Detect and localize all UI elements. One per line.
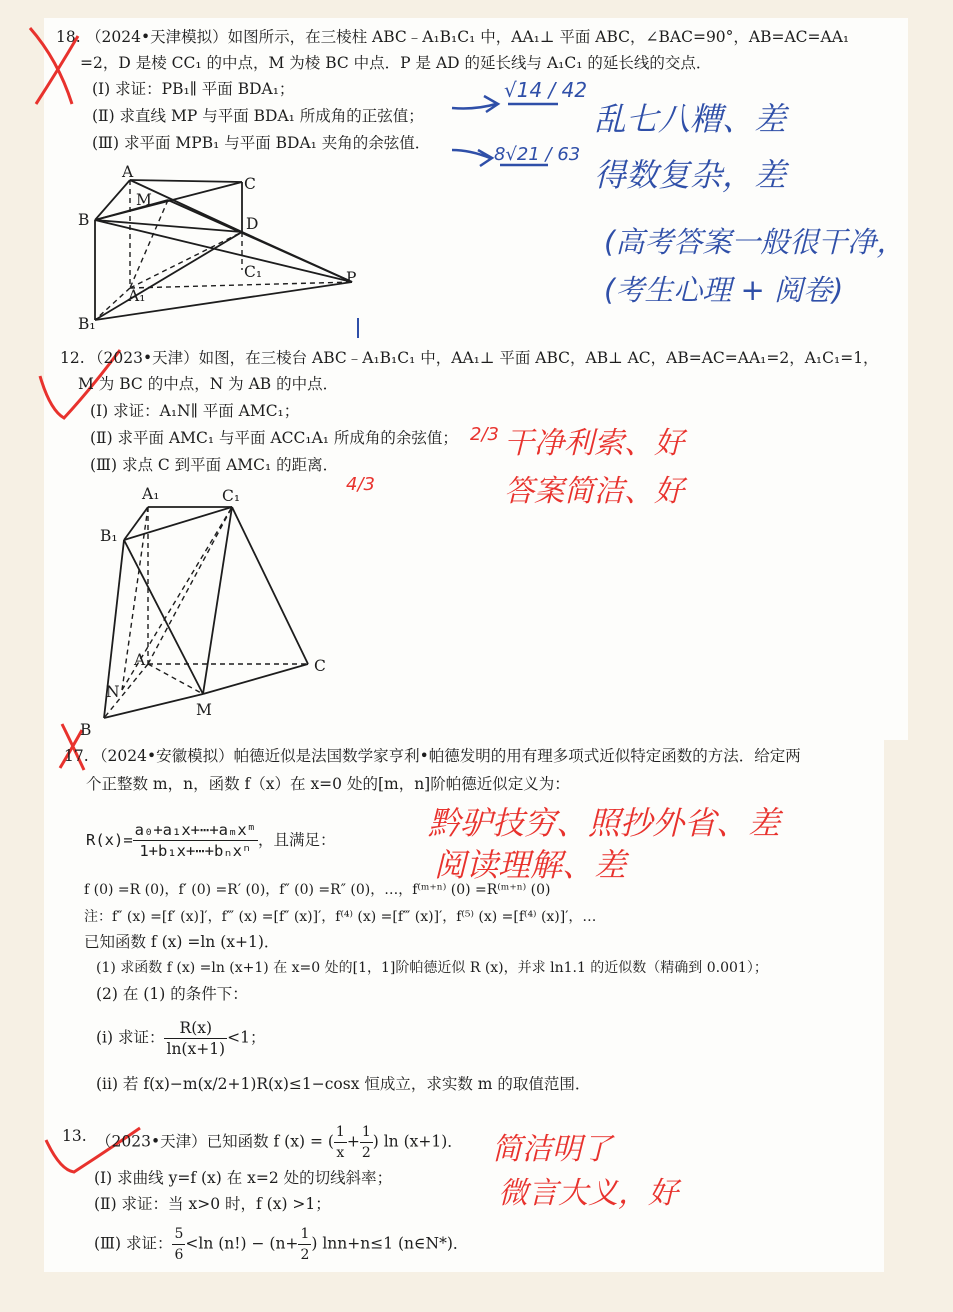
ans2-handwritten: √14 / 42: [504, 78, 588, 102]
p12-q1: (Ⅰ) 求证：A₁N∥ 平面 AMC₁；: [90, 402, 300, 420]
p17-cond1: f (0) =R (0)，f′ (0) =R′ (0)，f″ (0) =R″ (0)，…，f⁽ᵐ⁺ⁿ⁾ (0) =R⁽ᵐ⁺ⁿ⁾ (0): [84, 882, 551, 898]
p17-qi: [96, 1018, 265, 1059]
p13-q3-suffix: ) lnn+n≤1 (n∈N*)．: [311, 1234, 469, 1253]
frustum-hidden-edges: [104, 507, 308, 718]
p13-q1: (Ⅰ) 求曲线 y=f (x) 在 x=2 处的切线斜率；: [94, 1169, 393, 1187]
label-C1-frustum: C₁: [222, 487, 241, 505]
frac-a-denominator: x: [336, 1145, 345, 1161]
p17-note2: 阅读理解、差: [434, 846, 627, 884]
p17-q1: (1) 求函数 f (x) =ln (x+1) 在 x=0 处的[1，1]阶帕德近似 R (x)，并求 ln1.1 的近似数（精确到 0.001）；: [96, 960, 768, 976]
p18-note3: (高考答案一般很干净，: [604, 225, 906, 259]
p13-note1: 简洁明了: [492, 1132, 612, 1167]
p12-line2: M 为 BC 的中点，N 为 AB 的中点．: [78, 375, 339, 393]
p17-q2: (2) 在 (1) 的条件下：: [96, 985, 248, 1003]
p17-number: 17.: [64, 747, 89, 765]
p17-line2: 个正整数 m，n，函数 f（x）在 x=0 处的[m，n]阶帕德近似定义为：: [86, 775, 570, 793]
p12-number: 12.: [60, 349, 85, 367]
p17-cond2: 注：f″ (x) =[f′ (x)]′，f‴ (x) =[f″ (x)]′，f⁽⁴⁾ (x) =[f‴ (x)]′，f⁽⁵⁾ (x) =[f⁽⁴⁾ (x)]′，…: [84, 909, 597, 925]
p18-note1: 乱七八糟、差: [594, 100, 787, 138]
p18-q3: (Ⅲ) 求平面 MPB₁ 与平面 BDA₁ 夹角的余弦值．: [92, 134, 431, 152]
p17-formula: [86, 820, 336, 861]
qi-denominator: ln(x+1): [166, 1040, 226, 1058]
label-A1-frustum: A₁: [142, 485, 160, 503]
p13-note2: 微言大义，好: [498, 1176, 678, 1211]
label-C-frustum: C: [314, 657, 326, 675]
p12-q2: (Ⅱ) 求平面 AMC₁ 与平面 ACC₁A₁ 所成角的余弦值；: [90, 429, 458, 447]
label-A: A: [122, 163, 134, 181]
label-M-frustum: M: [196, 701, 212, 719]
cross-mark-p18: [30, 28, 72, 104]
frac-b-numerator: 1: [360, 1122, 373, 1143]
p12-line1: （2023•天津）如图，在三棱台 ABC﹣A₁B₁C₁ 中，AA₁⊥ 平面 ABC，AB⊥ AC，AB=AC=AA₁=2，A₁C₁=1，: [88, 349, 879, 367]
p18-number: 18.: [56, 28, 81, 46]
p13-number: 13.: [62, 1127, 87, 1145]
formula-denominator: 1+b₁x+⋯+bₙxⁿ: [139, 842, 252, 860]
q3-frac2-denominator: 2: [300, 1247, 310, 1263]
qi-suffix: <1；: [227, 1028, 266, 1047]
ans3-handwritten: 8√21 / 63: [494, 144, 581, 165]
p17-qii: (ii) 若 f(x)−m(x/2+1)R(x)≤1−cosx 恒成立，求实数 m 的取值范围．: [96, 1075, 591, 1093]
label-B-frustum: B: [80, 721, 92, 739]
cross-mark-p18-b: [36, 36, 78, 104]
label-A1: A₁: [128, 287, 146, 305]
label-C: C: [244, 175, 256, 193]
p13-line1: （2023•天津）已知函数 f (x) = ( $\frac{1}{x}$ + $\frac{1}{2}$ ) ln (x+1)．: [96, 1124, 463, 1161]
p12-ans3: 4/3: [346, 474, 375, 495]
frustum-figure: [104, 507, 308, 718]
p12-ans2: 2/3: [470, 424, 499, 445]
label-B: B: [78, 211, 90, 229]
p13-q3-prefix: (Ⅲ) 求证：: [94, 1234, 173, 1253]
p18-q2: (Ⅱ) 求直线 MP 与平面 BDA₁ 所成角的正弦值；: [92, 107, 424, 125]
p13-line1-prefix: （2023•天津）已知函数 f (x) = (: [96, 1132, 334, 1151]
qi-prefix: (i) 求证：: [96, 1028, 165, 1047]
p17-cond3: 已知函数 f (x) =ln (x+1)．: [84, 933, 280, 951]
label-D: D: [246, 215, 259, 233]
p17-line1: （2024•安徽模拟）帕德近似是法国数学家亨利•帕德发明的用有理多项式近似特定函数的方法．给定两: [92, 747, 801, 765]
formula-numerator: a₀+a₁x+⋯+aₘxᵐ: [134, 821, 256, 839]
p18-note4: (考生心理 + 阅卷): [604, 273, 844, 307]
p13-line1-suffix: ) ln (x+1)．: [372, 1132, 463, 1151]
p18-line2: =2，D 是棱 CC₁ 的中点，M 为棱 BC 中点．P 是 AD 的延长线与 A₁C₁ 的延长线的交点．: [80, 54, 712, 72]
label-M: M: [136, 191, 152, 209]
label-N-frustum: N: [106, 683, 120, 701]
qi-numerator: R(x): [164, 1018, 227, 1039]
frac-b-denominator: 2: [361, 1145, 371, 1161]
label-B1-frustum: B₁: [100, 527, 118, 545]
formula-lhs: R(x)=: [86, 831, 133, 849]
p13-q2: (Ⅱ) 求证：当 x>0 时，f (x) >1；: [94, 1195, 331, 1213]
p13-q3-middle: <ln (n!) − (n+: [185, 1234, 299, 1253]
p12-q3: (Ⅲ) 求点 C 到平面 AMC₁ 的距离．: [90, 456, 339, 474]
p13-q3: [94, 1224, 468, 1265]
p18-note2: 得数复杂，差: [594, 156, 787, 194]
p12-note2: 答案简洁、好: [504, 474, 684, 509]
q3-frac-denominator: 6: [174, 1247, 184, 1263]
q3-frac-numerator: 5: [172, 1224, 185, 1245]
p17-note1: 黔驴技穷、照抄外省、差: [428, 804, 781, 842]
p12-note1: 干净利索、好: [504, 426, 684, 461]
label-C1: C₁: [244, 263, 263, 281]
frac-a-numerator: 1: [334, 1122, 347, 1143]
formula-tail: ，且满足：: [258, 831, 336, 849]
p18-line1: （2024•天津模拟）如图所示，在三棱柱 ABC﹣A₁B₁C₁ 中，AA₁⊥ 平面 ABC，∠BAC=90°，AB=AC=AA₁: [86, 28, 850, 46]
q3-frac2-numerator: 1: [298, 1224, 311, 1245]
arrow-icon-q3: [452, 150, 492, 166]
p18-q1: (Ⅰ) 求证：PB₁∥ 平面 BDA₁；: [92, 80, 295, 98]
label-A-frustum: A: [134, 651, 146, 669]
label-B1: B₁: [78, 315, 96, 333]
arrow-icon-q2: [452, 96, 498, 112]
label-P: P: [346, 269, 357, 287]
